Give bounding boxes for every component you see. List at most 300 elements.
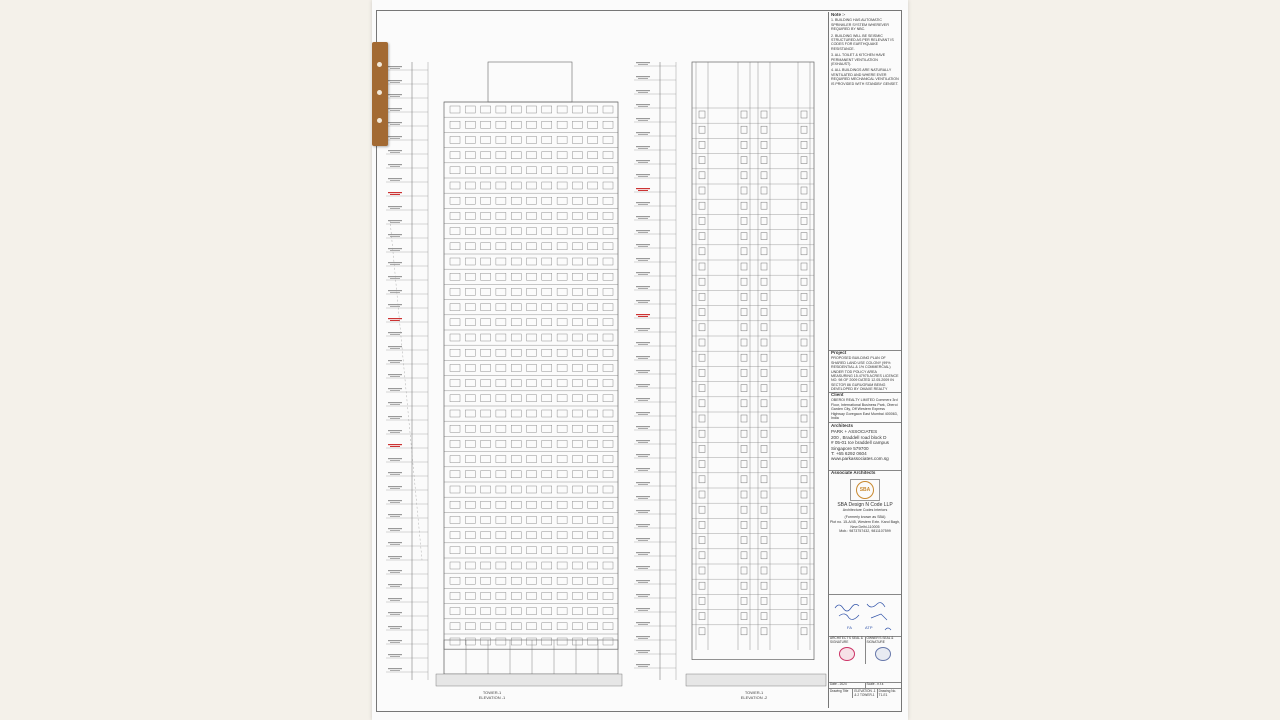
window	[572, 380, 582, 387]
window	[450, 364, 460, 371]
window	[603, 288, 613, 295]
window	[481, 380, 491, 387]
window	[557, 349, 567, 356]
window	[801, 248, 807, 255]
window	[741, 126, 747, 133]
window	[481, 258, 491, 265]
window	[572, 364, 582, 371]
window	[557, 516, 567, 523]
window	[588, 258, 598, 265]
level-text-mark	[388, 458, 402, 459]
window	[741, 172, 747, 179]
window	[761, 521, 767, 528]
window	[527, 152, 537, 159]
window	[801, 324, 807, 331]
window	[572, 638, 582, 645]
window	[542, 243, 552, 250]
window	[557, 197, 567, 204]
window	[465, 197, 475, 204]
window	[481, 592, 491, 599]
level-text-mark	[638, 484, 648, 485]
level-text-mark	[638, 316, 648, 317]
note-item: 3. ALL TOILET & KITCHEN HAVE PERMANENT VENTILATION (EXHAUST).	[831, 53, 886, 67]
window	[450, 532, 460, 539]
window	[527, 334, 537, 341]
window	[511, 608, 521, 615]
window	[465, 608, 475, 615]
window	[527, 197, 537, 204]
window	[603, 319, 613, 326]
window	[699, 582, 705, 589]
window	[557, 364, 567, 371]
window	[511, 562, 521, 569]
window	[761, 461, 767, 468]
window	[761, 567, 767, 574]
window	[542, 319, 552, 326]
window	[450, 440, 460, 447]
window	[588, 516, 598, 523]
window	[481, 364, 491, 371]
window	[761, 537, 767, 544]
window	[527, 121, 537, 128]
level-text-mark	[388, 80, 402, 81]
window	[557, 425, 567, 432]
architects-lines	[829, 429, 901, 461]
window	[450, 273, 460, 280]
level-text-mark	[636, 524, 650, 525]
level-text-mark	[638, 498, 648, 499]
level-text-mark	[390, 460, 400, 461]
window	[527, 304, 537, 311]
level-text-mark	[388, 332, 402, 333]
window	[572, 547, 582, 554]
window	[603, 623, 613, 630]
window	[741, 309, 747, 316]
window	[699, 476, 705, 483]
level-text-mark	[390, 530, 400, 531]
level-text-mark	[388, 472, 402, 473]
level-text-mark	[636, 90, 650, 91]
window	[572, 121, 582, 128]
window	[465, 152, 475, 159]
window	[741, 597, 747, 604]
window	[741, 141, 747, 148]
window	[450, 516, 460, 523]
window	[557, 152, 567, 159]
window	[542, 623, 552, 630]
window	[699, 354, 705, 361]
level-text-mark	[390, 642, 400, 643]
window	[527, 638, 537, 645]
window	[527, 228, 537, 235]
window	[511, 592, 521, 599]
window	[801, 293, 807, 300]
level-text-mark	[636, 566, 650, 567]
window	[741, 202, 747, 209]
window	[761, 369, 767, 376]
level-text-mark	[636, 510, 650, 511]
window	[801, 141, 807, 148]
window	[542, 152, 552, 159]
level-text-mark	[638, 428, 648, 429]
level-text-mark	[636, 174, 650, 175]
level-text-mark	[390, 138, 400, 139]
level-text-mark	[388, 66, 402, 67]
ground-plinth	[436, 674, 622, 686]
level-text-mark	[638, 666, 648, 667]
window	[527, 395, 537, 402]
client-text: OBEROI REALTY LIMITED Commerz 3rd Floor, International Business Park, Oberoi Garden City, Off Western Express Highway Goregaon East Mumbai 400063, India	[831, 398, 898, 421]
window	[801, 613, 807, 620]
window	[527, 471, 537, 478]
client-cell	[829, 392, 901, 423]
level-text-mark	[388, 598, 402, 599]
level-text-mark	[388, 346, 402, 347]
window	[588, 319, 598, 326]
window	[465, 364, 475, 371]
window	[527, 577, 537, 584]
window	[588, 212, 598, 219]
window	[741, 385, 747, 392]
window	[699, 278, 705, 285]
window	[527, 592, 537, 599]
window	[511, 425, 521, 432]
level-text-mark	[636, 328, 650, 329]
window	[450, 501, 460, 508]
window	[699, 461, 705, 468]
window	[557, 577, 567, 584]
window	[496, 516, 506, 523]
window	[557, 228, 567, 235]
window	[542, 380, 552, 387]
level-text-mark	[390, 152, 400, 153]
window	[699, 339, 705, 346]
window	[699, 263, 705, 270]
window	[557, 501, 567, 508]
window	[450, 152, 460, 159]
elevation-1-caption: TOWER-1 ELEVATION -1	[478, 690, 506, 700]
window	[761, 354, 767, 361]
window	[761, 491, 767, 498]
window	[511, 121, 521, 128]
window	[572, 136, 582, 143]
window	[761, 400, 767, 407]
level-text-mark	[388, 248, 402, 249]
level-text-mark	[390, 180, 400, 181]
window	[542, 486, 552, 493]
window	[481, 228, 491, 235]
architect-website: www.parkassociates.com.sg	[831, 456, 889, 462]
level-text-mark	[388, 374, 402, 375]
window	[527, 547, 537, 554]
window	[588, 547, 598, 554]
window	[465, 304, 475, 311]
window	[761, 597, 767, 604]
sba-logo	[850, 479, 880, 501]
level-text-mark	[390, 502, 400, 503]
window	[450, 304, 460, 311]
window	[699, 628, 705, 635]
window	[496, 106, 506, 113]
window	[527, 182, 537, 189]
level-text-mark	[638, 610, 648, 611]
drawing-title-label: Drawing Title	[829, 689, 853, 699]
level-text-mark	[390, 194, 400, 195]
window	[511, 532, 521, 539]
window	[572, 182, 582, 189]
level-text-mark	[638, 568, 648, 569]
window	[511, 197, 521, 204]
window	[572, 395, 582, 402]
window	[465, 395, 475, 402]
window	[511, 136, 521, 143]
level-text-mark	[388, 626, 402, 627]
window	[542, 532, 552, 539]
level-text-mark	[390, 68, 400, 69]
window	[481, 532, 491, 539]
window	[496, 258, 506, 265]
window	[465, 623, 475, 630]
window	[527, 212, 537, 219]
window	[557, 440, 567, 447]
window	[527, 288, 537, 295]
window	[465, 212, 475, 219]
window	[801, 415, 807, 422]
level-text-mark	[388, 668, 402, 669]
window	[761, 309, 767, 316]
level-text-mark	[638, 288, 648, 289]
window	[542, 106, 552, 113]
window	[572, 410, 582, 417]
window	[511, 410, 521, 417]
window	[527, 273, 537, 280]
window	[761, 233, 767, 240]
window	[801, 430, 807, 437]
window	[481, 456, 491, 463]
window	[588, 380, 598, 387]
window	[603, 410, 613, 417]
level-text-mark	[638, 134, 648, 135]
level-text-mark	[388, 416, 402, 417]
window	[527, 608, 537, 615]
associate-contact: Mob.: 9873757432, 9811107599	[839, 529, 891, 534]
window	[450, 410, 460, 417]
window	[450, 334, 460, 341]
window	[481, 547, 491, 554]
window	[588, 577, 598, 584]
level-text-mark	[390, 320, 400, 321]
window	[511, 319, 521, 326]
level-text-mark	[636, 538, 650, 539]
window	[496, 197, 506, 204]
window	[699, 126, 705, 133]
window	[481, 152, 491, 159]
level-text-mark	[638, 414, 648, 415]
window	[801, 628, 807, 635]
window	[603, 197, 613, 204]
window	[496, 471, 506, 478]
architect-phone: T: +65 6292 0604	[831, 451, 867, 457]
level-text-mark	[638, 232, 648, 233]
level-text-mark	[638, 372, 648, 373]
window	[527, 532, 537, 539]
window	[450, 547, 460, 554]
window	[801, 111, 807, 118]
window	[603, 182, 613, 189]
window	[465, 547, 475, 554]
window	[496, 319, 506, 326]
level-text-mark	[636, 426, 650, 427]
window	[801, 461, 807, 468]
level-text-mark	[390, 544, 400, 545]
level-text-mark	[388, 612, 402, 613]
window	[741, 248, 747, 255]
window	[481, 167, 491, 174]
window	[572, 456, 582, 463]
level-text-mark	[390, 656, 400, 657]
window	[481, 212, 491, 219]
level-text-mark	[390, 628, 400, 629]
window	[741, 217, 747, 224]
window	[481, 288, 491, 295]
window	[465, 486, 475, 493]
window	[588, 106, 598, 113]
window	[699, 445, 705, 452]
level-text-mark	[636, 384, 650, 385]
window	[572, 243, 582, 250]
window	[465, 136, 475, 143]
window	[741, 628, 747, 635]
elevation-drawing	[372, 0, 828, 720]
window	[557, 167, 567, 174]
owner-seal	[866, 636, 902, 664]
window	[588, 152, 598, 159]
window	[588, 425, 598, 432]
window	[699, 141, 705, 148]
level-text-mark	[390, 516, 400, 517]
window	[801, 233, 807, 240]
level-text-mark	[636, 202, 650, 203]
window	[557, 258, 567, 265]
level-text-mark	[388, 444, 402, 445]
window	[557, 486, 567, 493]
note-item: 4. ALL BUILDINGS ARE NATURALLY VENTILATED AND WHERE EVER REQUIRED MECHANICAL VENTILATION IS PROVIDED WITH STANDBY GENSET.	[831, 68, 899, 86]
window	[699, 157, 705, 164]
window	[465, 182, 475, 189]
window	[761, 278, 767, 285]
window	[496, 532, 506, 539]
window	[603, 608, 613, 615]
window	[542, 304, 552, 311]
level-text-mark	[638, 512, 648, 513]
window	[542, 562, 552, 569]
window	[761, 582, 767, 589]
level-text-mark	[388, 402, 402, 403]
level-text-mark	[636, 608, 650, 609]
window	[557, 471, 567, 478]
window	[450, 456, 460, 463]
associate-tagline: Architecture Codes Interiors	[842, 508, 888, 513]
signature-label-fa: FA	[847, 625, 852, 630]
window	[496, 228, 506, 235]
window	[450, 319, 460, 326]
associate-formerly: (Formerly known as SBA)	[844, 514, 886, 519]
level-text-mark	[638, 344, 648, 345]
window	[588, 273, 598, 280]
level-text-mark	[390, 488, 400, 489]
window	[481, 562, 491, 569]
window	[699, 324, 705, 331]
window	[603, 547, 613, 554]
level-text-mark	[388, 122, 402, 123]
level-text-mark	[388, 570, 402, 571]
window	[741, 506, 747, 513]
window	[603, 334, 613, 341]
window	[761, 324, 767, 331]
window	[511, 577, 521, 584]
window	[496, 349, 506, 356]
level-text-mark	[388, 206, 402, 207]
window	[801, 278, 807, 285]
window	[542, 167, 552, 174]
window	[699, 430, 705, 437]
level-text-mark	[638, 260, 648, 261]
window	[450, 562, 460, 569]
window	[450, 486, 460, 493]
architect-address-line: 200 , Braddell road block D	[831, 434, 887, 440]
level-text-mark	[636, 622, 650, 623]
notes-header: Note :-	[831, 12, 846, 17]
window	[603, 638, 613, 645]
level-text-mark	[636, 244, 650, 245]
window	[496, 638, 506, 645]
level-text-mark	[636, 496, 650, 497]
window	[741, 111, 747, 118]
window	[496, 410, 506, 417]
window	[527, 440, 537, 447]
window	[496, 456, 506, 463]
level-text-mark	[638, 302, 648, 303]
window	[572, 349, 582, 356]
window	[450, 288, 460, 295]
window	[527, 516, 537, 523]
window	[465, 380, 475, 387]
level-text-mark	[388, 290, 402, 291]
window	[741, 263, 747, 270]
window	[465, 258, 475, 265]
window	[801, 582, 807, 589]
level-text-mark	[636, 482, 650, 483]
window	[801, 400, 807, 407]
window	[496, 608, 506, 615]
level-text-mark	[636, 62, 650, 63]
level-text-mark	[388, 640, 402, 641]
window	[741, 369, 747, 376]
window	[588, 532, 598, 539]
level-text-mark	[636, 454, 650, 455]
window	[761, 263, 767, 270]
architects-header: Architects	[831, 423, 854, 428]
level-text-mark	[388, 360, 402, 361]
window	[496, 425, 506, 432]
level-text-mark	[636, 230, 650, 231]
window	[761, 415, 767, 422]
window	[741, 354, 747, 361]
window	[450, 258, 460, 265]
window	[588, 334, 598, 341]
level-text-mark	[638, 638, 648, 639]
level-text-mark	[638, 470, 648, 471]
